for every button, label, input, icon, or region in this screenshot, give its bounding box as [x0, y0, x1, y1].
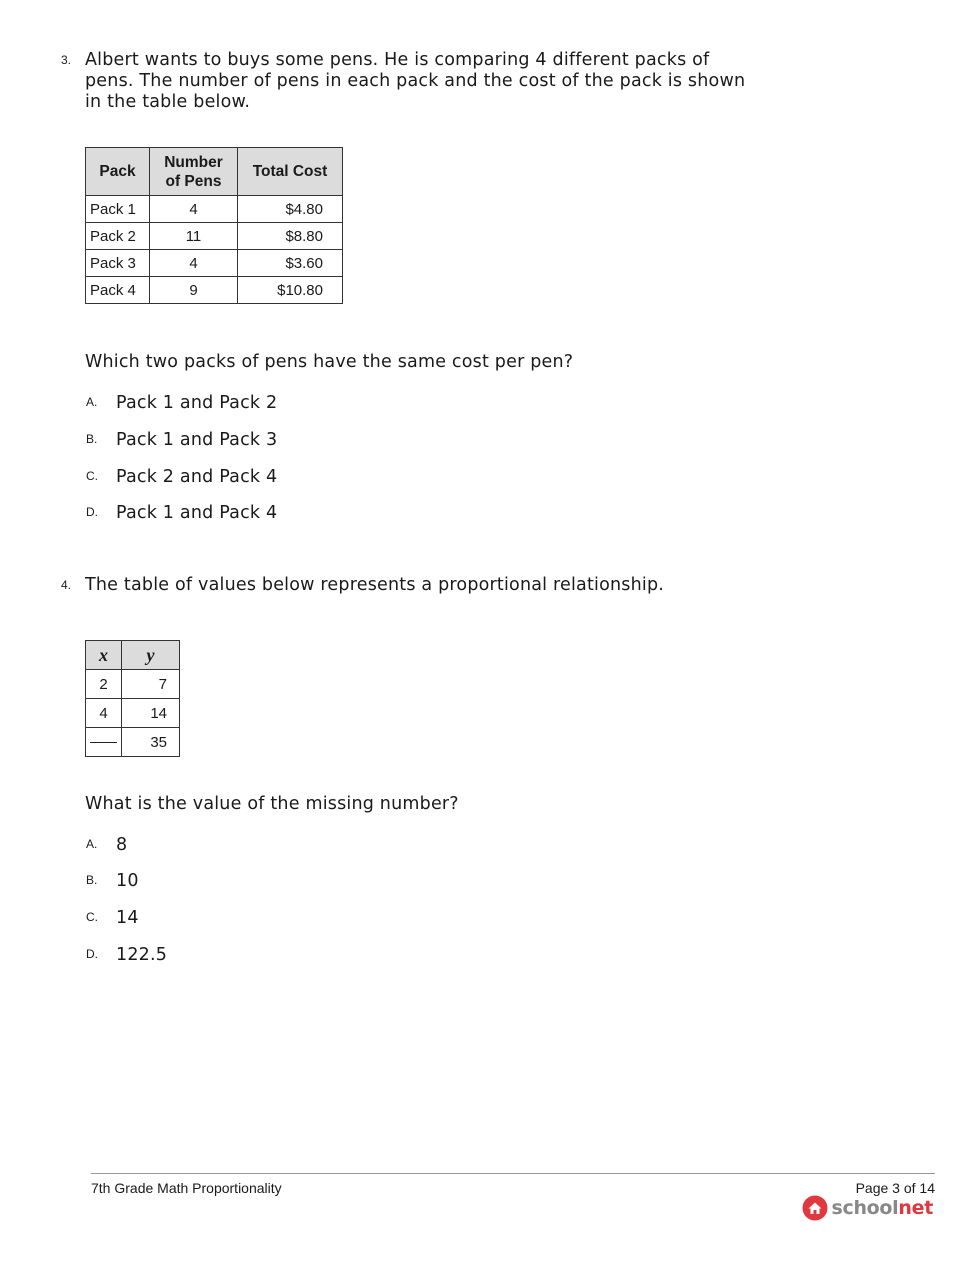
- page-number: Page 3 of 14: [855, 1180, 935, 1196]
- question-stem: [85, 50, 745, 113]
- choice-text: 14: [116, 908, 139, 928]
- stem-line: in the table below.: [85, 92, 251, 112]
- choice-letter: C.: [86, 469, 98, 483]
- header-cell: x: [86, 641, 122, 670]
- table-row: [86, 277, 343, 304]
- stem-line: Albert wants to buys some pens. He is comparing 4 different packs of: [85, 50, 710, 70]
- footer-title: 7th Grade Math Proportionality: [91, 1180, 282, 1196]
- choice-text: Pack 2 and Pack 4: [116, 467, 278, 487]
- table-cell: 4: [86, 699, 122, 728]
- choice-text: Pack 1 and Pack 2: [116, 393, 278, 413]
- question-prompt: What is the value of the missing number?: [85, 794, 459, 814]
- choice-text: 122.5: [116, 945, 168, 965]
- table-cell: Pack 4: [86, 277, 150, 304]
- table-cell: $8.80: [238, 223, 343, 250]
- stem-line: pens. The number of pens in each pack and the cost of the pack is shown: [85, 71, 746, 91]
- question-number: 4.: [61, 578, 72, 592]
- table-header-row: [86, 148, 343, 196]
- table-row: [86, 223, 343, 250]
- choice-letter: B.: [86, 432, 98, 446]
- table-row: [86, 699, 180, 728]
- table-cell: 7: [122, 670, 180, 699]
- footer-divider: [91, 1173, 935, 1174]
- header-line: Number: [164, 153, 223, 171]
- table-cell: 2: [86, 670, 122, 699]
- choice-text: Pack 1 and Pack 4: [116, 503, 278, 523]
- table-cell: 4: [150, 196, 238, 223]
- header-cell: [150, 148, 238, 196]
- table-row: [86, 670, 180, 699]
- blank-line: [90, 742, 117, 743]
- schoolnet-logo: [802, 1194, 933, 1222]
- pens-table: [85, 147, 343, 304]
- table-cell: $4.80: [238, 196, 343, 223]
- logo-wordmark: schoolnet: [831, 1197, 933, 1219]
- choice-letter: D.: [86, 505, 98, 519]
- choice-letter: A.: [86, 837, 98, 851]
- missing-value-cell: [86, 728, 122, 757]
- choice-text: Pack 1 and Pack 3: [116, 430, 278, 450]
- table-cell: Pack 3: [86, 250, 150, 277]
- question-number: 3.: [61, 53, 72, 67]
- choice-letter: D.: [86, 947, 98, 961]
- table-cell: 9: [150, 277, 238, 304]
- table-row: [86, 728, 180, 757]
- table-cell: 11: [150, 223, 238, 250]
- table-row: [86, 250, 343, 277]
- choice-letter: A.: [86, 395, 98, 409]
- question-prompt: Which two packs of pens have the same cost per pen?: [85, 352, 574, 372]
- table-cell: 4: [150, 250, 238, 277]
- choice-letter: C.: [86, 910, 98, 924]
- choice-text: 10: [116, 871, 139, 891]
- table-cell: $10.80: [238, 277, 343, 304]
- header-line: of Pens: [165, 172, 222, 190]
- table-cell: $3.60: [238, 250, 343, 277]
- house-icon: [802, 1195, 828, 1221]
- table-cell: Pack 1: [86, 196, 150, 223]
- table-row: [86, 196, 343, 223]
- table-cell: 14: [122, 699, 180, 728]
- choice-text: 8: [116, 835, 128, 855]
- header-cell: Total Cost: [238, 148, 343, 196]
- question-stem: The table of values below represents a proportional relationship.: [85, 575, 665, 595]
- header-cell: y: [122, 641, 180, 670]
- xy-table: [85, 640, 180, 757]
- table-cell: 35: [122, 728, 180, 757]
- table-header-row: [86, 641, 180, 670]
- header-cell: Pack: [86, 148, 150, 196]
- choice-letter: B.: [86, 873, 98, 887]
- table-cell: Pack 2: [86, 223, 150, 250]
